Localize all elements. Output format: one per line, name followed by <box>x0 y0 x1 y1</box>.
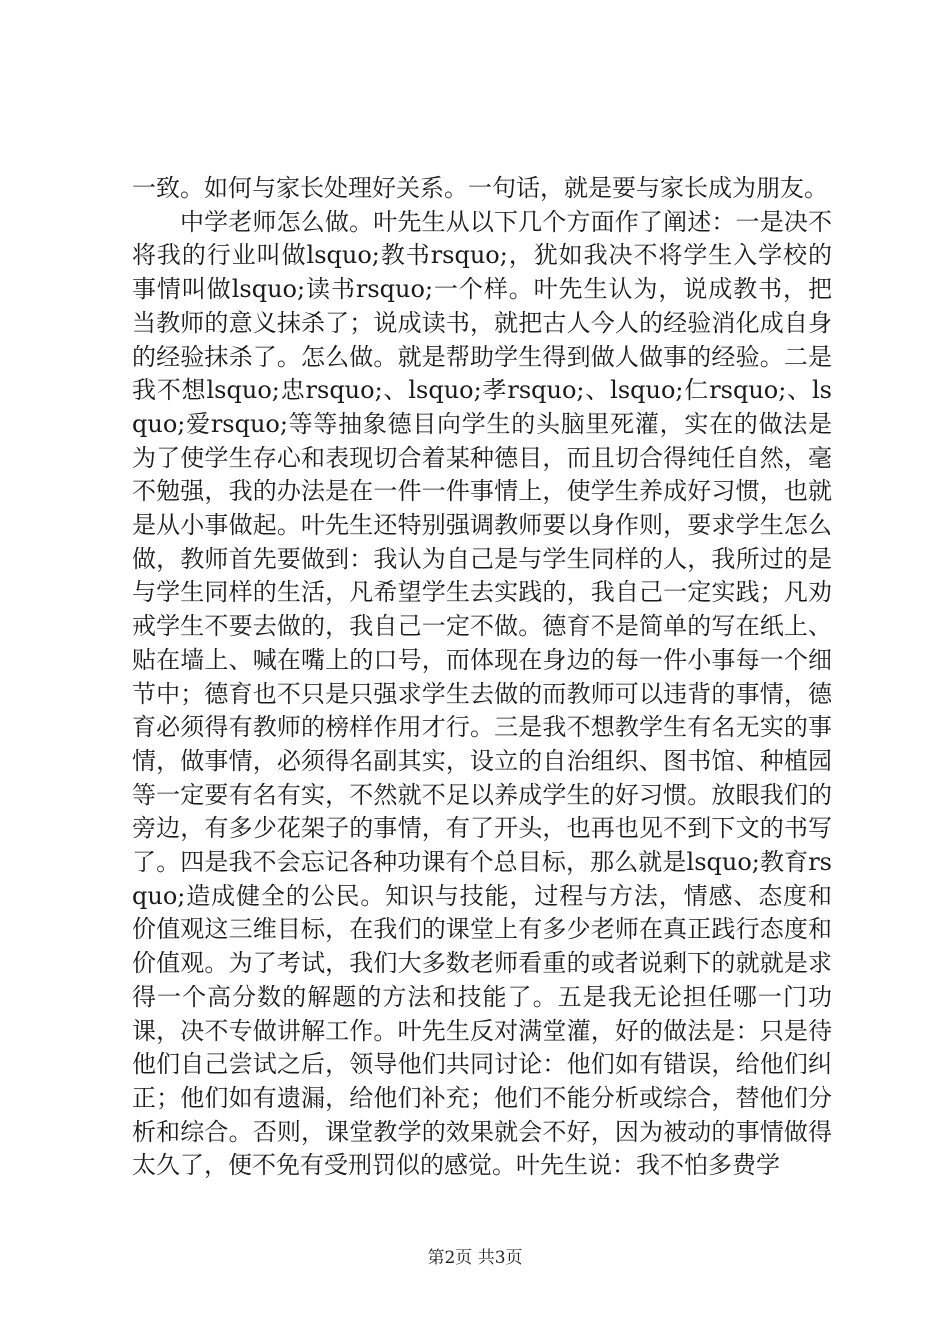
paragraph-continued: 一致。如何与家长处理好关系。一句话，就是要与家长成为朋友。 <box>132 174 828 202</box>
page-footer: 第2页 共3页 <box>427 1248 523 1268</box>
body-text <box>132 172 832 1183</box>
paragraph-main: 中学老师怎么做。叶先生从以下几个方面作了阐述：一是决不将我的行业叫做lsquo;教书rsquo;，犹如我决不将学生入学校的事情叫做lsquo;读书rsquo;一个样。叶先生认为，说成教书，把当教师的意义抹杀了；说成读书，就把古人今人的经验消化成自身的经验抹杀了。怎么做。就是帮助学生得到做人做事的经验。二是我不想lsquo;忠rsquo;、lsquo;孝rsquo;、lsquo;仁rsquo;、lsquo;爱rsquo;等等抽象德目向学生的头脑里死灌，实在的做法是为了使学生存心和表现切合着某种德目，而且切合得纯任自然，毫不勉强，我的办法是在一件一件事情上，使学生养成好习惯，也就是从小事做起。叶先生还特别强调教师要以身作则，要求学生怎么做，教师首先要做到：我认为自己是与学生同样的人，我所过的是与学生同样的生活，凡希望学生去实践的，我自己一定实践；凡劝戒学生不要去做的，我自己一定不做。德育不是简单的写在纸上、贴在墙上、喊在嘴上的口号，而体现在身边的每一件小事每一个细节中；德育也不只是只强求学生去做的而教师可以违背的事情，德育必须得有教师的榜样作用才行。三是我不想教学生有名无实的事情，做事情，必须得名副其实，设立的自治组织、图书馆、种植园等一定要有名有实，不然就不足以养成学生的好习惯。放眼我们的旁边，有多少花架子的事情，有了开头，也再也见不到下文的书写了。四是我不会忘记各种功课有个总目标，那么就是lsquo;教育rsquo;造成健全的公民。知识与技能，过程与方法，情感、态度和价值观这三维目标，在我们的课堂上有多少老师在真正践行态度和价值观。为了考试，我们大多数老师看重的或者说剩下的就就是求得一个高分数的解题的方法和技能了。五是我无论担任哪一门功课，决不专做讲解工作。叶先生反对满堂灌，好的做法是：只是待他们自己尝试之后，领导他们共同讨论：他们如有错误，给他们纠正；他们如有遗漏，给他们补充；他们不能分析或综合，替他们分析和综合。否则，课堂教学的效果就会不好，因为被动的事情做得太久了，便不免有受刑罚似的感觉。叶先生说：我不怕多费学 <box>132 207 832 1180</box>
